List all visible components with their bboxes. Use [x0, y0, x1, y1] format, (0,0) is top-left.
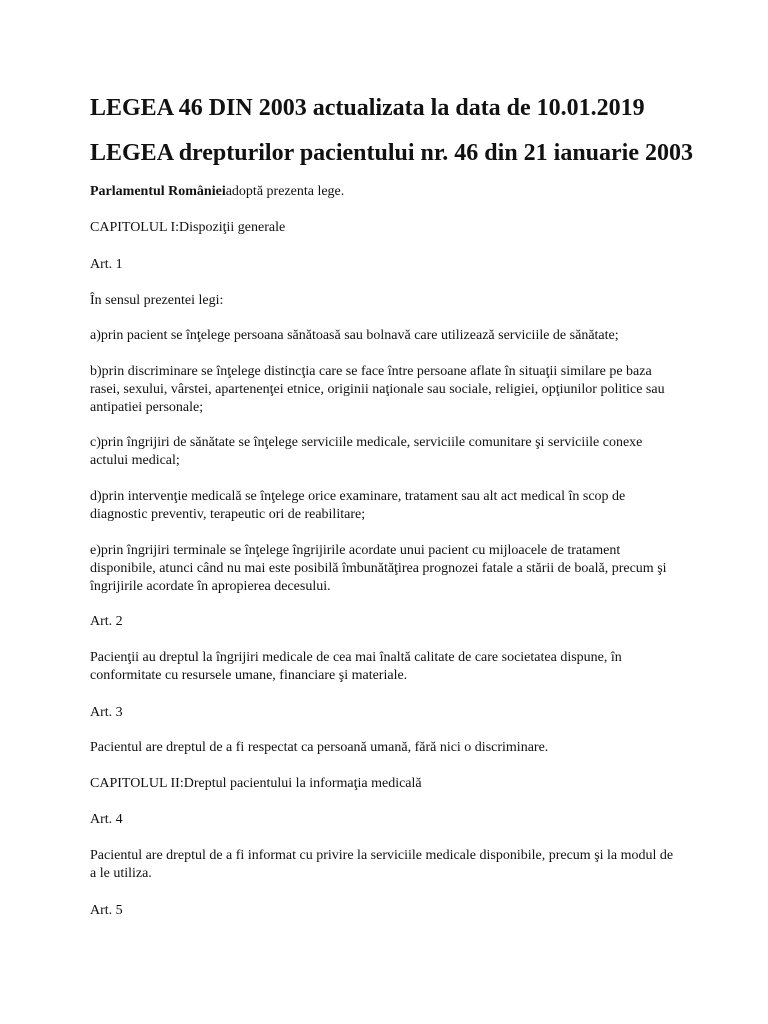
article-2-text: Pacienţii au dreptul la îngrijiri medicale de cea mai înaltă calitate de care societatea dispune, în conformitate cu resursele umane, financiare şi materiale. [90, 650, 622, 683]
definition-d: d)prin intervenţie medicală se înţelege orice examinare, tratament sau alt act medical în scop de diagnostic preventiv, terapeutic ori de reabilitare; [90, 489, 626, 522]
definition-e: e)prin îngrijiri terminale se înţelege îngrijirile acordate unui pacient cu mijloacele de tratament disponibile, atunci când nu mai este posibilă îmbunătăţirea prognozei fatale a stării de boală, precum şi îngrijirile acordate în apropierea decesului. [90, 543, 667, 594]
paragraph: În sensul prezentei legi: [90, 293, 224, 308]
definition-a: a)prin pacient se înţelege persoana sănătoasă sau bolnavă care utilizează serviciile de sănătate; [90, 328, 619, 343]
chapter-heading: CAPITOLUL II:Dreptul pacientului la informaţia medicală [90, 776, 422, 791]
document-title: LEGEA 46 DIN 2003 actualizata la data de 10.01.2019 [90, 95, 645, 121]
preamble-emitter: Parlamentul României [90, 184, 226, 199]
definition-c: c)prin îngrijiri de sănătate se înţelege serviciile medicale, serviciile comunitare şi serviciile conexe actului medical; [90, 435, 643, 468]
article-3-text: Pacientul are dreptul de a fi respectat ca persoană umană, fără nici o discriminare. [90, 740, 549, 755]
article-heading: Art. 2 [90, 614, 123, 629]
document-subtitle: LEGEA drepturilor pacientului nr. 46 din 21 ianuarie 2003 [90, 140, 693, 166]
preamble-text: adoptă prezenta lege. [225, 184, 345, 199]
article-heading: Art. 1 [90, 257, 123, 272]
article-4-text: Pacientul are dreptul de a fi informat cu privire la serviciile medicale disponibile, precum şi la modul de a le utiliza. [90, 848, 674, 881]
definition-b: b)prin discriminare se înţelege distincţia care se face între persoane aflate în situaţii similare pe baza rasei, sexului, vârstei, apartenenţei etnice, originii naţionale sau sociale, religiei, opţiunilor politice sau antipatiei personale; [90, 364, 665, 415]
chapter-heading: CAPITOLUL I:Dispoziţii generale [90, 220, 286, 235]
article-heading: Art. 5 [90, 903, 123, 918]
preamble [90, 183, 680, 201]
article-heading: Art. 4 [90, 812, 123, 827]
article-heading: Art. 3 [90, 705, 123, 720]
